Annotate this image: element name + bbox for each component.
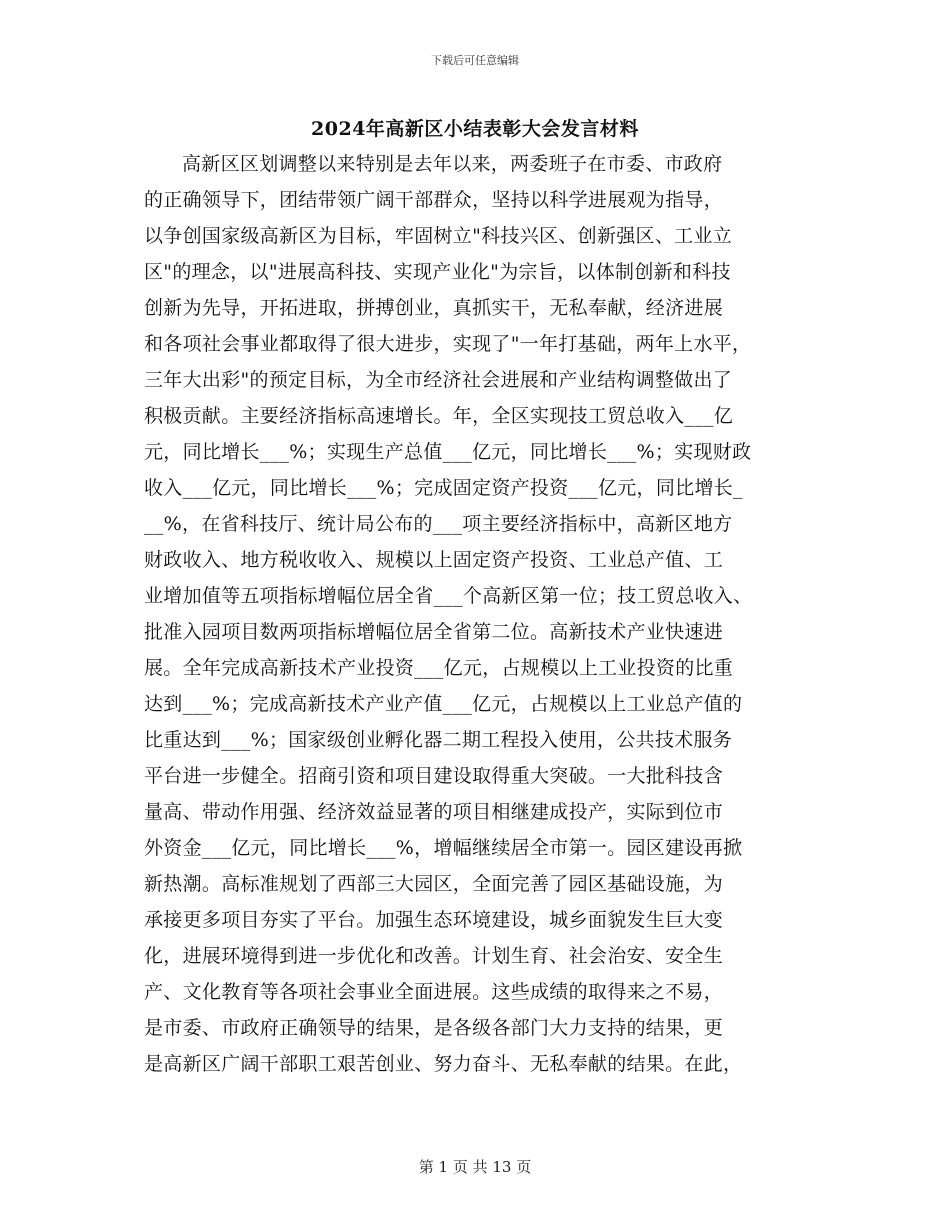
body-line: 新热潮。高标准规划了西部三大园区，全面完善了园区基础设施，为	[144, 873, 724, 895]
body-line: 以争创国家级高新区为目标，牢固树立"科技兴区、创新强区、工业立	[144, 225, 733, 247]
body-line: 积极贡献。主要经济指标高速增长。年，全区实现技工贸总收入___亿	[144, 405, 734, 427]
page-number: 第 1 页 共 13 页	[418, 1158, 532, 1176]
header-note: 下载后可任意编辑	[431, 54, 519, 67]
body-line: 平台进一步健全。招商引资和项目建设取得重大突破。一大批科技含	[144, 765, 724, 787]
body-line: 达到___%；完成高新技术产业产值___亿元，占规模以上工业总产值的	[144, 693, 743, 715]
body-line: 承接更多项目夯实了平台。加强生态环境建设，城乡面貌发生巨大变	[144, 909, 724, 931]
body-line: 比重达到___%；国家级创业孵化器二期工程投入使用，公共技术服务	[144, 729, 733, 751]
body-line: 和各项社会事业都取得了很大进步，实现了"一年打基础，两年上水平，	[144, 333, 752, 355]
body-line: 财政收入、地方税收收入、规模以上固定资产投资、工业总产值、工	[144, 549, 724, 571]
body-line: 化，进展环境得到进一步优化和改善。计划生育、社会治安、安全生	[144, 945, 724, 967]
body-line: 外资金___亿元，同比增长___%，增幅继续居全市第一。园区建设再掀	[144, 837, 743, 859]
document-title: 2024年高新区小结表彰大会发言材料	[311, 118, 639, 140]
body-line: 是市委、市政府正确领导的结果，是各级各部门大力支持的结果，更	[144, 1017, 724, 1039]
body-line: 区"的理念，以"进展高科技、实现产业化"为宗旨，以体制创新和科技	[144, 261, 731, 283]
body-line: 元，同比增长___%；实现生产总值___亿元，同比增长___%；实现财政	[144, 441, 752, 463]
body-line: 展。全年完成高新技术产业投资___亿元，占规模以上工业投资的比重	[144, 657, 734, 679]
body-line: 是高新区广阔干部职工艰苦创业、努力奋斗、无私奉献的结果。在此，	[144, 1053, 743, 1075]
document-body	[0, 146, 950, 1096]
body-line: 批准入园项目数两项指标增幅位居全省第二位。高新技术产业快速进	[144, 621, 724, 643]
body-line: 量高、带动作用强、经济效益显著的项目相继建成投产，实际到位市	[144, 801, 724, 823]
body-line: 产、文化教育等各项社会事业全面进展。这些成绩的取得来之不易，	[144, 981, 724, 1003]
body-line: 收入___亿元，同比增长___%；完成固定资产投资___亿元，同比增长_	[144, 477, 743, 499]
body-line: 高新区区划调整以来特别是去年以来，两委班子在市委、市政府	[182, 153, 723, 175]
body-line: 业增加值等五项指标增幅位居全省___个高新区第一位；技工贸总收入、	[144, 585, 753, 607]
body-line: 的正确领导下，团结带领广阔干部群众，坚持以科学进展观为指导，	[144, 189, 724, 211]
body-line: __%，在省科技厅、统计局公布的___项主要经济指标中，高新区地方	[144, 513, 733, 535]
body-line: 创新为先导，开拓进取，拼搏创业，真抓实干，无私奉献，经济进展	[144, 297, 724, 319]
body-line: 三年大出彩"的预定目标，为全市经济社会进展和产业结构调整做出了	[144, 369, 733, 391]
